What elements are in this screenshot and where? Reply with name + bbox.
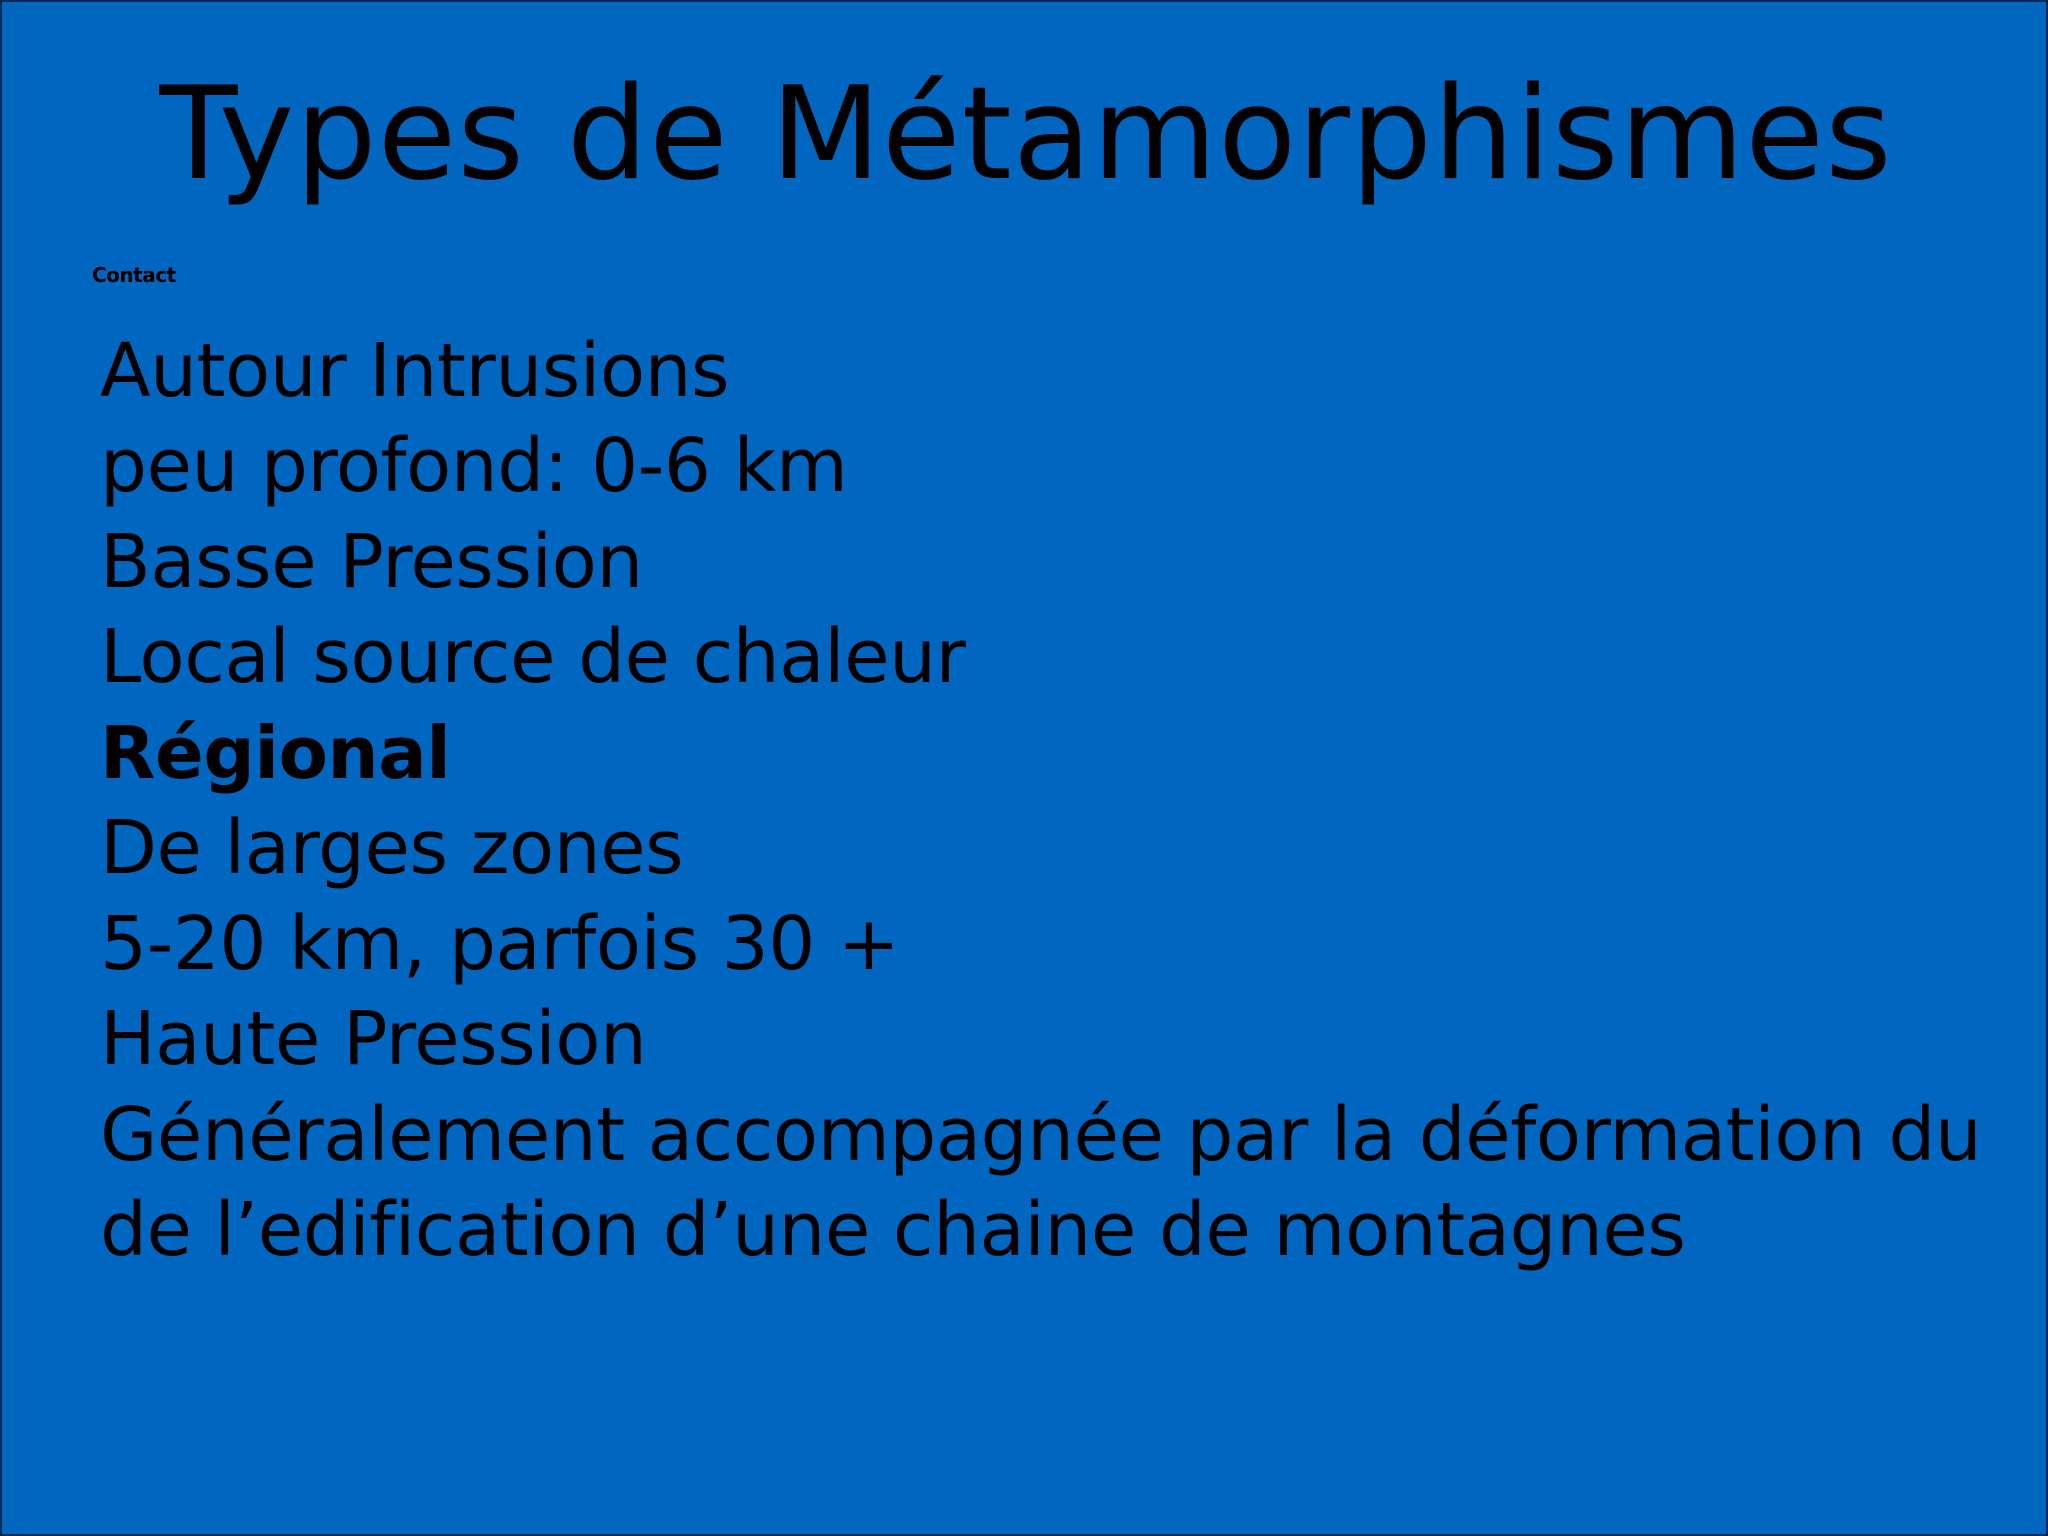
- slide-body: [92, 228, 2020, 1279]
- regional-line-2: 5-20 km, parfois 30 +: [100, 900, 900, 987]
- regional-line-1: De larges zones: [100, 805, 684, 891]
- slide-title: Types de Métamorphismes: [159, 60, 1893, 209]
- regional-line-3: Haute Pression: [100, 996, 647, 1082]
- contact-line-1: Autour Intrusions: [100, 327, 730, 414]
- section-heading-regional: Régional: [100, 710, 451, 795]
- regional-line-5: de l’edification d’une chaine de montagnes: [100, 1187, 1686, 1273]
- contact-line-4: Local source de chaleur: [100, 614, 966, 700]
- contact-line-2: peu profond: 0-6 km: [100, 423, 848, 509]
- section-heading-contact: Contact: [92, 263, 176, 287]
- contact-line-3: Basse Pression: [100, 518, 643, 605]
- regional-line-4: Généralement accompagnée par la déformation du: [100, 1091, 1982, 1178]
